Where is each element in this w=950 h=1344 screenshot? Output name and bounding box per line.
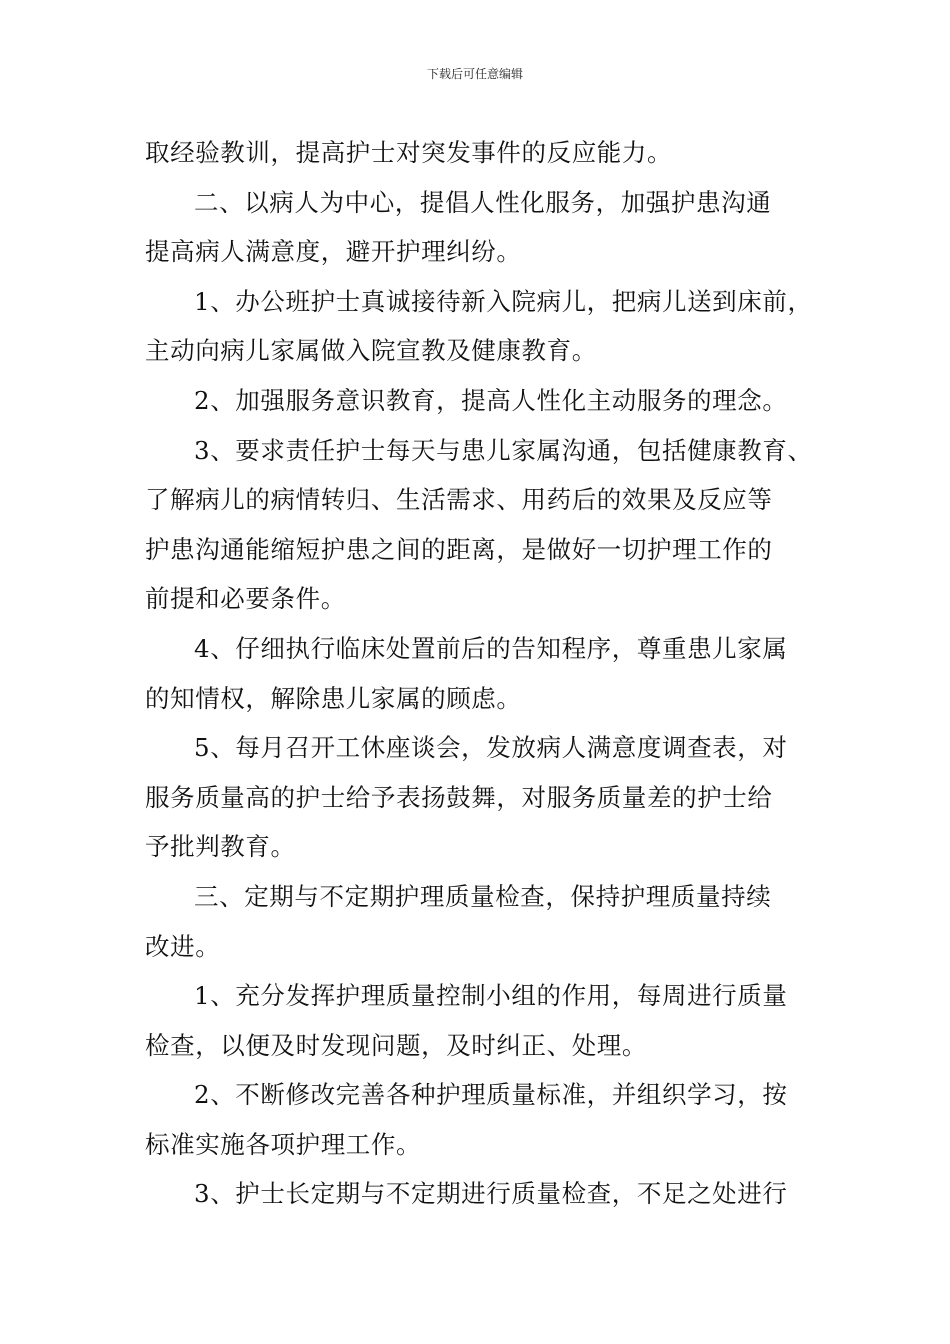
text-line: 了解病儿的病情转归、生活需求、用药后的效果及反应等 (145, 485, 773, 515)
text-line: 改进。 (145, 931, 221, 961)
text-line: 主动向病儿家属做入院宣教及健康教育。 (145, 336, 597, 366)
text-line: 2、不断修改完善各种护理质量标准，并组织学习，按 (194, 1080, 788, 1110)
text-line: 服务质量高的护士给予表扬鼓舞，对服务质量差的护士给 (145, 782, 773, 812)
text-line: 二、以病人为中心，提倡人性化服务，加强护患沟通 (194, 187, 772, 217)
text-line: 标准实施各项护理工作。 (145, 1129, 422, 1159)
text-line: 2、加强服务意识教育，提高人性化主动服务的理念。 (194, 385, 788, 415)
text-line: 予批判教育。 (145, 832, 296, 862)
text-line: 检查，以便及时发现问题，及时纠正、处理。 (145, 1030, 647, 1060)
text-line: 提高病人满意度，避开护理纠纷。 (145, 237, 522, 267)
text-line: 的知情权，解除患儿家属的顾虑。 (145, 683, 522, 713)
text-line: 取经验教训，提高护士对突发事件的反应能力。 (145, 138, 673, 167)
page-header: 下载后可任意编辑 (426, 67, 523, 81)
text-line: 护患沟通能缩短护患之间的距离，是做好一切护理工作的 (145, 534, 773, 564)
text-line: 5、每月召开工休座谈会，发放病人满意度调查表，对 (194, 733, 788, 763)
text-line: 三、定期与不定期护理质量检查，保持护理质量持续 (194, 881, 772, 911)
text-line: 1、办公班护士真诚接待新入院病儿，把病儿送到床前， (194, 286, 813, 316)
document-body (145, 128, 825, 1219)
text-line: 1、充分发挥护理质量控制小组的作用，每周进行质量 (194, 981, 788, 1011)
text-line: 3、要求责任护士每天与患儿家属沟通，包括健康教育、 (194, 435, 813, 465)
text-line: 4、仔细执行临床处置前后的告知程序，尊重患儿家属 (194, 633, 788, 663)
text-line: 3、护士长定期与不定期进行质量检查，不足之处进行 (194, 1179, 788, 1209)
text-line: 前提和必要条件。 (145, 584, 346, 614)
